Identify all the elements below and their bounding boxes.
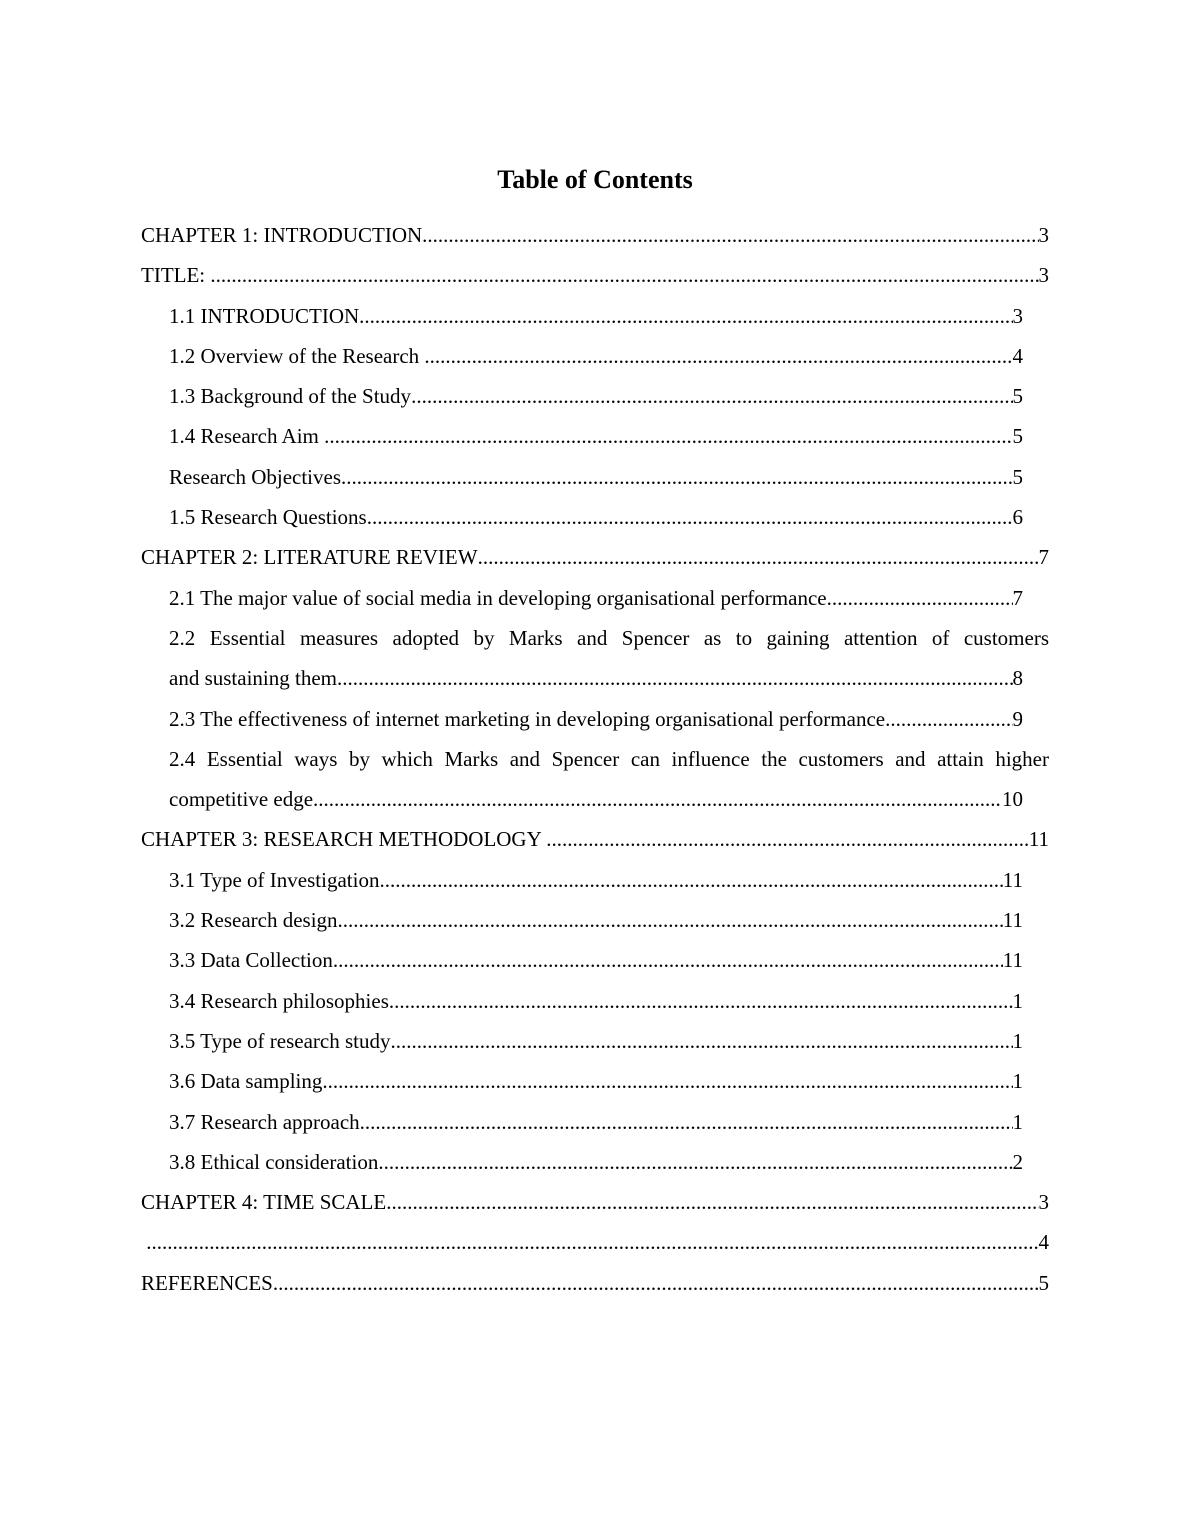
toc-leader-dots	[389, 981, 1013, 1021]
toc-page-number: 4	[1038, 1230, 1049, 1255]
toc-leader-dots	[367, 497, 1013, 537]
toc-page-number: 1	[1012, 988, 1023, 1013]
toc-page-number: 8	[1012, 666, 1023, 691]
toc-entry-3-2[interactable]	[141, 900, 1023, 940]
toc-entry-1-2[interactable]	[141, 336, 1023, 376]
toc-page-number: 5	[1012, 384, 1023, 409]
toc-entry-label: 1.2 Overview of the Research	[169, 343, 425, 368]
toc-leader-dots	[378, 1142, 1012, 1182]
toc-leader-dots	[210, 255, 1038, 295]
toc-leader-dots	[411, 376, 1012, 416]
toc-title: Table of Contents	[497, 165, 693, 194]
toc-entry-3-8[interactable]	[141, 1142, 1023, 1182]
toc-entry-blank[interactable]	[141, 1222, 1049, 1262]
toc-entry-label: REFERENCES	[141, 1270, 273, 1295]
toc-leader-dots	[360, 1102, 1013, 1142]
toc-entry-chapter-3[interactable]	[141, 819, 1049, 859]
toc-leader-dots	[424, 336, 1012, 376]
toc-page-number: 1	[1012, 1069, 1023, 1094]
toc-page-number: 2	[1012, 1149, 1023, 1174]
toc-entry-label: 2.1 The major value of social media in developing organisational performance	[169, 585, 827, 610]
toc-entry-label-line1: 2.2 Essential measures adopted by Marks and Spencer as to gaining attention of customers	[169, 625, 1049, 650]
toc-entry-2-3[interactable]	[141, 699, 1023, 739]
toc-page-number: 11	[1028, 827, 1049, 852]
toc-entry-research-objectives[interactable]	[141, 457, 1023, 497]
toc-list	[141, 215, 1049, 1303]
toc-page-number: 5	[1012, 424, 1023, 449]
toc-entry-label: CHAPTER 1: INTRODUCTION	[141, 223, 423, 247]
toc-entry-label-line2: and sustaining them	[169, 666, 337, 691]
toc-entry-2-2[interactable]	[141, 618, 1049, 699]
toc-entry-label: 1.1 INTRODUCTION	[169, 303, 360, 328]
toc-entry-label: 3.7 Research approach	[169, 1109, 360, 1134]
toc-page-number: 3	[1038, 223, 1049, 247]
toc-page-number: 5	[1012, 464, 1023, 489]
toc-page-number: 9	[1012, 706, 1023, 731]
toc-entry-3-3[interactable]	[141, 940, 1023, 980]
toc-entry-label: TITLE:	[141, 263, 211, 288]
toc-entry-label-line2: competitive edge	[169, 787, 314, 812]
toc-page-number: 3	[1038, 1190, 1049, 1215]
toc-entry-chapter-1[interactable]	[141, 215, 1049, 255]
toc-leader-dots	[359, 296, 1012, 336]
toc-page-number: 11	[1002, 948, 1023, 973]
toc-leader-dots	[546, 819, 1029, 859]
toc-page-number: 5	[1038, 1270, 1049, 1295]
toc-page-number: 3	[1012, 303, 1023, 328]
toc-entry-line2	[169, 658, 1023, 698]
toc-leader-dots	[478, 537, 1039, 577]
toc-entry-2-1[interactable]	[141, 578, 1023, 618]
toc-leader-dots	[827, 578, 1013, 618]
toc-entry-3-7[interactable]	[141, 1102, 1023, 1142]
toc-entry-label-line1: 2.4 Essential ways by which Marks and Spencer can influence the customers and attain higher	[169, 746, 1049, 771]
toc-page-number: 6	[1012, 505, 1023, 530]
toc-entry-label: Research Objectives	[169, 464, 342, 489]
toc-leader-dots	[273, 1263, 1039, 1303]
toc-entry-references[interactable]	[141, 1263, 1049, 1303]
toc-page-number: 3	[1038, 263, 1049, 288]
toc-entry-label: 1.3 Background of the Study	[169, 384, 412, 409]
toc-entry-label: 1.4 Research Aim	[169, 424, 325, 449]
toc-entry-label: 3.5 Type of research study	[169, 1028, 391, 1053]
toc-entry-label: 1.5 Research Questions	[169, 505, 367, 530]
toc-entry-1-4[interactable]	[141, 416, 1023, 456]
toc-page-number: 10	[1002, 787, 1023, 812]
toc-page-number: 7	[1012, 585, 1023, 610]
toc-leader-dots	[322, 1061, 1012, 1101]
toc-leader-dots	[890, 699, 1012, 739]
toc-entry-3-1[interactable]	[141, 860, 1023, 900]
toc-leader-dots	[422, 215, 1038, 255]
toc-leader-dots	[337, 658, 1013, 698]
toc-entry-2-4[interactable]	[141, 739, 1049, 820]
toc-entry-title[interactable]	[141, 255, 1049, 295]
toc-entry-chapter-2[interactable]	[141, 537, 1049, 577]
toc-leader-dots	[338, 900, 1003, 940]
toc-page-number: 1	[1012, 1028, 1023, 1053]
toc-entry-label: 3.6 Data sampling	[169, 1069, 323, 1094]
toc-entry-1-3[interactable]	[141, 376, 1023, 416]
toc-entry-label: 3.3 Data Collection	[169, 948, 333, 973]
toc-page-number: 11	[1002, 908, 1023, 933]
toc-entry-label: CHAPTER 2: LITERATURE REVIEW	[141, 545, 478, 570]
toc-leader-dots	[391, 1021, 1013, 1061]
toc-entry-label: CHAPTER 3: RESEARCH METHODOLOGY	[141, 827, 547, 852]
toc-leader-dots	[324, 416, 1012, 456]
toc-entry-label: CHAPTER 4: TIME SCALE	[141, 1190, 387, 1215]
toc-entry-3-5[interactable]	[141, 1021, 1023, 1061]
toc-entry-label: 3.4 Research philosophies	[169, 988, 389, 1013]
toc-entry-line2	[169, 779, 1023, 819]
toc-leader-dots	[341, 457, 1012, 497]
toc-page-number: 11	[1002, 867, 1023, 892]
toc-leader-dots	[386, 1182, 1038, 1222]
toc-entry-chapter-4[interactable]	[141, 1182, 1049, 1222]
toc-page-number: 7	[1038, 545, 1049, 570]
toc-entry-1-5[interactable]	[141, 497, 1023, 537]
toc-entry-label: 3.1 Type of Investigation	[169, 867, 380, 892]
toc-leader-dots	[313, 779, 1002, 819]
toc-entry-label: 3.2 Research design	[169, 908, 338, 933]
toc-leader-dots	[333, 940, 1003, 980]
toc-entry-3-6[interactable]	[141, 1061, 1023, 1101]
toc-page-number: 4	[1012, 343, 1023, 368]
toc-entry-3-4[interactable]	[141, 981, 1023, 1021]
toc-entry-label: 3.8 Ethical consideration	[169, 1149, 379, 1174]
toc-leader-dots	[379, 860, 1002, 900]
toc-page-number: 1	[1012, 1109, 1023, 1134]
toc-entry-1-1[interactable]	[141, 296, 1023, 336]
toc-leader-dots	[146, 1222, 1038, 1262]
toc-entry-label: 2.3 The effectiveness of internet marketing in developing organisational performance.	[169, 706, 891, 731]
